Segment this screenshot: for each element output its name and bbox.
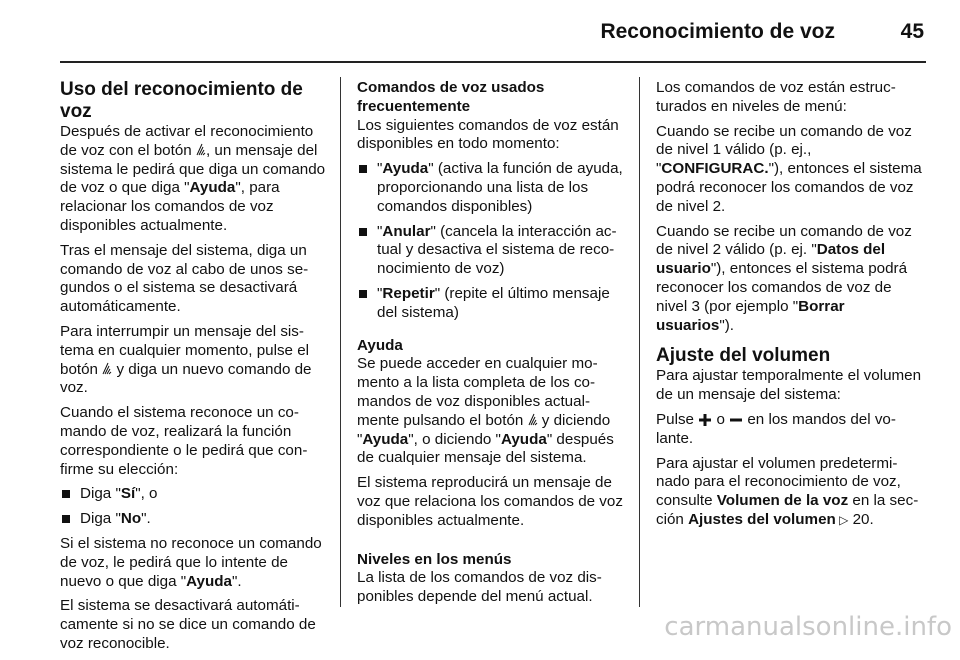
- voice-command-icon: [102, 362, 112, 375]
- paragraph: Se puede acceder en cualquier momento a la lista completa de los comandos de voz disponibles actualmente pulsando el botón y diciendo "Ayuda", o diciendo "Ayuda" después de cualquier mensaje del sistema.: [357, 355, 614, 467]
- voice-command-icon: [196, 143, 206, 156]
- plus-icon: [698, 413, 712, 427]
- paragraph: El sistema reproducirá un mensaje de voz que relaciona los comandos de voz disponibles actualmente.: [357, 474, 623, 529]
- paragraph: Para interrumpir un mensaje del sistema en cualquier momento, pulse el botón y diga un nuevo comando de voz.: [60, 322, 312, 397]
- list-item: "Ayuda" (activa la función de ayuda, proporcionando una lista de los comandos disponibles): [357, 160, 625, 216]
- section-heading-ayuda: Ayuda: [357, 336, 403, 354]
- paragraph: Los siguientes comandos de voz están disponibles en todo momento:: [357, 116, 619, 153]
- list-item: "Repetir" (repite el último mensaje del sistema): [357, 285, 625, 323]
- header-rule: [60, 61, 926, 63]
- bullet-icon: [62, 490, 70, 498]
- column-divider-1: [340, 77, 341, 607]
- minus-icon: [729, 413, 743, 427]
- paragraph: El sistema se desactivará automáticamente si no se dice un comando de voz reconocible.: [60, 597, 316, 652]
- paragraph: Pulse o en los mandos del volante.: [656, 410, 896, 447]
- section-heading-niveles: Niveles en los menús: [357, 550, 512, 568]
- bullet-icon: [359, 165, 367, 173]
- paragraph: Después de activar el reconocimiento de voz con el botón , un mensaje del sistema le pedirá que diga un comando de voz o que diga "Ayuda", para relacionar los comandos de voz disponibles actualmente.: [60, 123, 326, 234]
- bullet-icon: [62, 515, 70, 523]
- column-3: [656, 79, 926, 536]
- watermark: carmanualsonline.info: [664, 612, 952, 642]
- paragraph: La lista de los comandos de voz disponibles depende del menú actual.: [357, 569, 602, 606]
- list: [60, 485, 326, 529]
- voice-command-icon: [528, 413, 538, 426]
- paragraph: Para ajustar temporalmente el volumen de un mensaje del sistema:: [656, 367, 922, 404]
- column-1: [60, 79, 326, 660]
- section-heading-uso: Uso del reconocimiento de voz: [60, 79, 303, 122]
- page-number: 45: [900, 20, 924, 43]
- column-divider-2: [639, 77, 640, 607]
- paragraph: Cuando se recibe un comando de voz de nivel 2 válido (p. ej. "Datos del usuario"), entonces el sistema podrá reconocer los comandos de voz de nivel 3 (por ejemplo "Borrar usuarios").: [656, 222, 912, 334]
- bullet-icon: [359, 290, 367, 298]
- paragraph: Si el sistema no reconoce un comando de voz, le pedirá que lo intente de nuevo o que diga "Ayuda".: [60, 534, 322, 590]
- paragraph: Para ajustar el volumen predeterminado para el reconocimiento de voz, consulte Volumen de la voz en la sección Ajustes del volumen ▷ 20.: [656, 454, 919, 528]
- list-item: Diga "Sí", o: [60, 485, 326, 504]
- paragraph: Tras el mensaje del sistema, diga un comando de voz al cabo de unos segundos o el sistema se desactivará automáticamente.: [60, 241, 309, 316]
- list-item: Diga "No".: [60, 510, 326, 529]
- list: [357, 160, 625, 322]
- paragraph: Los comandos de voz están estructurados en niveles de menú:: [656, 79, 896, 115]
- bullet-icon: [359, 228, 367, 236]
- cross-reference-arrow: ▷: [835, 512, 849, 527]
- section-heading-frecuentes: Comandos de voz usados frecuentemente: [357, 79, 545, 115]
- paragraph: Cuando se recibe un comando de voz de nivel 1 válido (p. ej., "CONFIGURAC."), entonces el sistema podrá reconocer los comandos de voz de nivel 2.: [656, 122, 922, 215]
- column-2: [357, 79, 625, 613]
- section-heading-volumen: Ajuste del volumen: [656, 345, 831, 367]
- page-header-title: Reconocimiento de voz: [600, 20, 835, 43]
- list-item: "Anular" (cancela la interacción actual y desactiva el sistema de reconocimiento de voz): [357, 223, 625, 279]
- paragraph: Cuando el sistema reconoce un comando de voz, realizará la función correspondiente o le pedirá que confirme su elección:: [60, 404, 308, 478]
